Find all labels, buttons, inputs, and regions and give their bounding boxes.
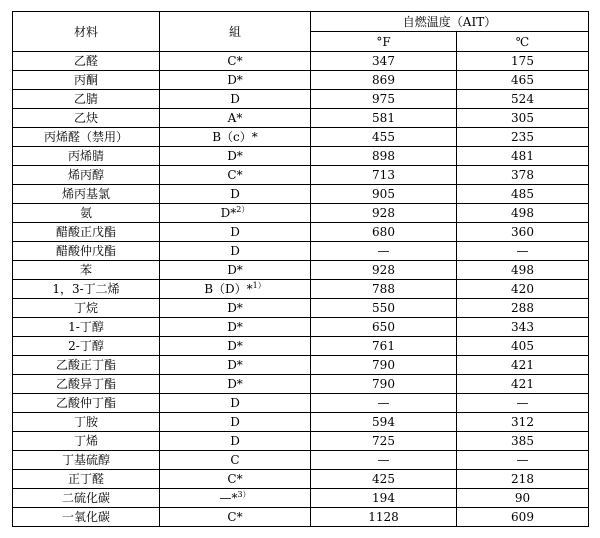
- table-row: [13, 451, 589, 470]
- header-fahrenheit: °F: [311, 32, 457, 52]
- group-value: D*: [220, 206, 237, 220]
- cell-celsius: 385: [457, 432, 589, 451]
- cell-fahrenheit: 790: [311, 375, 457, 394]
- cell-group: [160, 451, 311, 470]
- cell-group: [160, 90, 311, 109]
- table-row: [13, 489, 589, 508]
- group-value: D: [230, 187, 240, 201]
- cell-group: [160, 109, 311, 128]
- cell-group: [160, 489, 311, 508]
- cell-celsius: 498: [457, 261, 589, 280]
- cell-fahrenheit: 1128: [311, 508, 457, 527]
- cell-celsius: 218: [457, 470, 589, 489]
- group-value: D: [230, 415, 240, 429]
- group-value: D*: [227, 339, 243, 353]
- cell-group: [160, 204, 311, 223]
- cell-group: [160, 52, 311, 71]
- group-value: D*: [227, 358, 243, 372]
- group-value: D: [230, 396, 240, 410]
- header-material: 材料: [13, 12, 160, 52]
- group-value: —*: [219, 491, 238, 505]
- group-value: D: [230, 244, 240, 258]
- cell-fahrenheit: 680: [311, 223, 457, 242]
- cell-material: 苯: [13, 261, 160, 280]
- cell-celsius: 498: [457, 204, 589, 223]
- table-row: [13, 375, 589, 394]
- cell-material: 丙烯醛（禁用）: [13, 128, 160, 147]
- group-value: D*: [227, 301, 243, 315]
- cell-material: 一氧化碳: [13, 508, 160, 527]
- group-value: C*: [227, 54, 243, 68]
- cell-fahrenheit: —: [311, 242, 457, 261]
- cell-fahrenheit: —: [311, 451, 457, 470]
- cell-material: 丁烯: [13, 432, 160, 451]
- cell-group: [160, 223, 311, 242]
- cell-fahrenheit: 761: [311, 337, 457, 356]
- cell-material: 醋酸仲戊酯: [13, 242, 160, 261]
- cell-material: 丁胺: [13, 413, 160, 432]
- table-row: [13, 394, 589, 413]
- group-value: B（c）*: [212, 130, 258, 144]
- cell-celsius: 405: [457, 337, 589, 356]
- table-row: [13, 128, 589, 147]
- cell-group: [160, 356, 311, 375]
- cell-material: 乙酸异丁酯: [13, 375, 160, 394]
- table-row: [13, 299, 589, 318]
- cell-celsius: 524: [457, 90, 589, 109]
- table-row: [13, 413, 589, 432]
- table-row: [13, 185, 589, 204]
- cell-group: [160, 394, 311, 413]
- group-value: D: [230, 434, 240, 448]
- cell-group: [160, 470, 311, 489]
- group-value: C*: [227, 510, 243, 524]
- cell-fahrenheit: 713: [311, 166, 457, 185]
- group-value: D: [230, 225, 240, 239]
- cell-celsius: 421: [457, 375, 589, 394]
- cell-material: 烯丙基氯: [13, 185, 160, 204]
- cell-material: 1，3-丁二烯: [13, 280, 160, 299]
- cell-group: [160, 280, 311, 299]
- cell-fahrenheit: 455: [311, 128, 457, 147]
- table-row: [13, 204, 589, 223]
- cell-group: [160, 318, 311, 337]
- group-value: D: [230, 92, 240, 106]
- cell-group: [160, 299, 311, 318]
- cell-material: 丁基硫醇: [13, 451, 160, 470]
- table-row: [13, 356, 589, 375]
- cell-celsius: —: [457, 394, 589, 413]
- cell-celsius: 343: [457, 318, 589, 337]
- group-value: D*: [227, 263, 243, 277]
- cell-material: 丙酮: [13, 71, 160, 90]
- cell-group: [160, 147, 311, 166]
- cell-material: 1-丁醇: [13, 318, 160, 337]
- cell-fahrenheit: 650: [311, 318, 457, 337]
- table-row: [13, 337, 589, 356]
- cell-celsius: 312: [457, 413, 589, 432]
- cell-material: 氨: [13, 204, 160, 223]
- cell-material: 乙炔: [13, 109, 160, 128]
- table-row: [13, 223, 589, 242]
- cell-celsius: 235: [457, 128, 589, 147]
- cell-fahrenheit: 725: [311, 432, 457, 451]
- cell-group: [160, 242, 311, 261]
- cell-material: 二硫化碳: [13, 489, 160, 508]
- cell-fahrenheit: 869: [311, 71, 457, 90]
- table-row: [13, 71, 589, 90]
- cell-fahrenheit: 898: [311, 147, 457, 166]
- cell-celsius: 305: [457, 109, 589, 128]
- table-row: [13, 166, 589, 185]
- cell-celsius: 378: [457, 166, 589, 185]
- cell-group: [160, 337, 311, 356]
- cell-material: 2-丁醇: [13, 337, 160, 356]
- group-value: D*: [227, 149, 243, 163]
- cell-group: [160, 375, 311, 394]
- ait-table: [12, 11, 589, 527]
- table-row: [13, 242, 589, 261]
- cell-celsius: 360: [457, 223, 589, 242]
- cell-material: 丙烯腈: [13, 147, 160, 166]
- table-row: [13, 52, 589, 71]
- header-ait: 自燃温度（AIT）: [311, 12, 589, 32]
- cell-material: 乙酸仲丁酯: [13, 394, 160, 413]
- cell-fahrenheit: 550: [311, 299, 457, 318]
- table-row: [13, 147, 589, 166]
- footnote-ref: 2）: [236, 205, 250, 214]
- cell-fahrenheit: —: [311, 394, 457, 413]
- table-body: [13, 52, 589, 527]
- cell-fahrenheit: 425: [311, 470, 457, 489]
- table-row: [13, 109, 589, 128]
- cell-celsius: 175: [457, 52, 589, 71]
- cell-celsius: —: [457, 451, 589, 470]
- cell-material: 正丁醛: [13, 470, 160, 489]
- cell-celsius: 421: [457, 356, 589, 375]
- cell-celsius: 420: [457, 280, 589, 299]
- cell-celsius: 465: [457, 71, 589, 90]
- table-row: [13, 90, 589, 109]
- table-row: [13, 508, 589, 527]
- group-value: D*: [227, 73, 243, 87]
- cell-group: [160, 71, 311, 90]
- cell-group: [160, 261, 311, 280]
- table-row: [13, 470, 589, 489]
- footnote-ref: 1）: [252, 281, 266, 290]
- table-row: [13, 261, 589, 280]
- table-row: [13, 432, 589, 451]
- header-celsius: ℃: [457, 32, 589, 52]
- cell-celsius: 481: [457, 147, 589, 166]
- cell-fahrenheit: 194: [311, 489, 457, 508]
- group-value: D*: [227, 377, 243, 391]
- cell-group: [160, 432, 311, 451]
- group-value: C: [230, 453, 240, 467]
- cell-fahrenheit: 788: [311, 280, 457, 299]
- cell-fahrenheit: 928: [311, 204, 457, 223]
- group-value: A*: [227, 111, 243, 125]
- header-group: 組: [160, 12, 311, 52]
- group-value: D*: [227, 320, 243, 334]
- cell-group: [160, 413, 311, 432]
- group-value: C*: [227, 168, 243, 182]
- cell-celsius: 288: [457, 299, 589, 318]
- group-value: C*: [227, 472, 243, 486]
- cell-celsius: 90: [457, 489, 589, 508]
- table-row: [13, 318, 589, 337]
- cell-fahrenheit: 581: [311, 109, 457, 128]
- cell-fahrenheit: 790: [311, 356, 457, 375]
- cell-fahrenheit: 975: [311, 90, 457, 109]
- cell-group: [160, 185, 311, 204]
- cell-celsius: 485: [457, 185, 589, 204]
- cell-material: 醋酸正戊酯: [13, 223, 160, 242]
- cell-material: 乙腈: [13, 90, 160, 109]
- cell-material: 乙醛: [13, 52, 160, 71]
- cell-material: 乙酸正丁酯: [13, 356, 160, 375]
- cell-fahrenheit: 905: [311, 185, 457, 204]
- cell-fahrenheit: 347: [311, 52, 457, 71]
- group-value: B（D）*: [204, 282, 253, 296]
- cell-group: [160, 166, 311, 185]
- footnote-ref: 3）: [237, 490, 251, 499]
- cell-fahrenheit: 594: [311, 413, 457, 432]
- cell-celsius: —: [457, 242, 589, 261]
- table-row: [13, 280, 589, 299]
- cell-material: 烯丙醇: [13, 166, 160, 185]
- cell-group: [160, 128, 311, 147]
- cell-group: [160, 508, 311, 527]
- cell-fahrenheit: 928: [311, 261, 457, 280]
- cell-material: 丁烷: [13, 299, 160, 318]
- cell-celsius: 609: [457, 508, 589, 527]
